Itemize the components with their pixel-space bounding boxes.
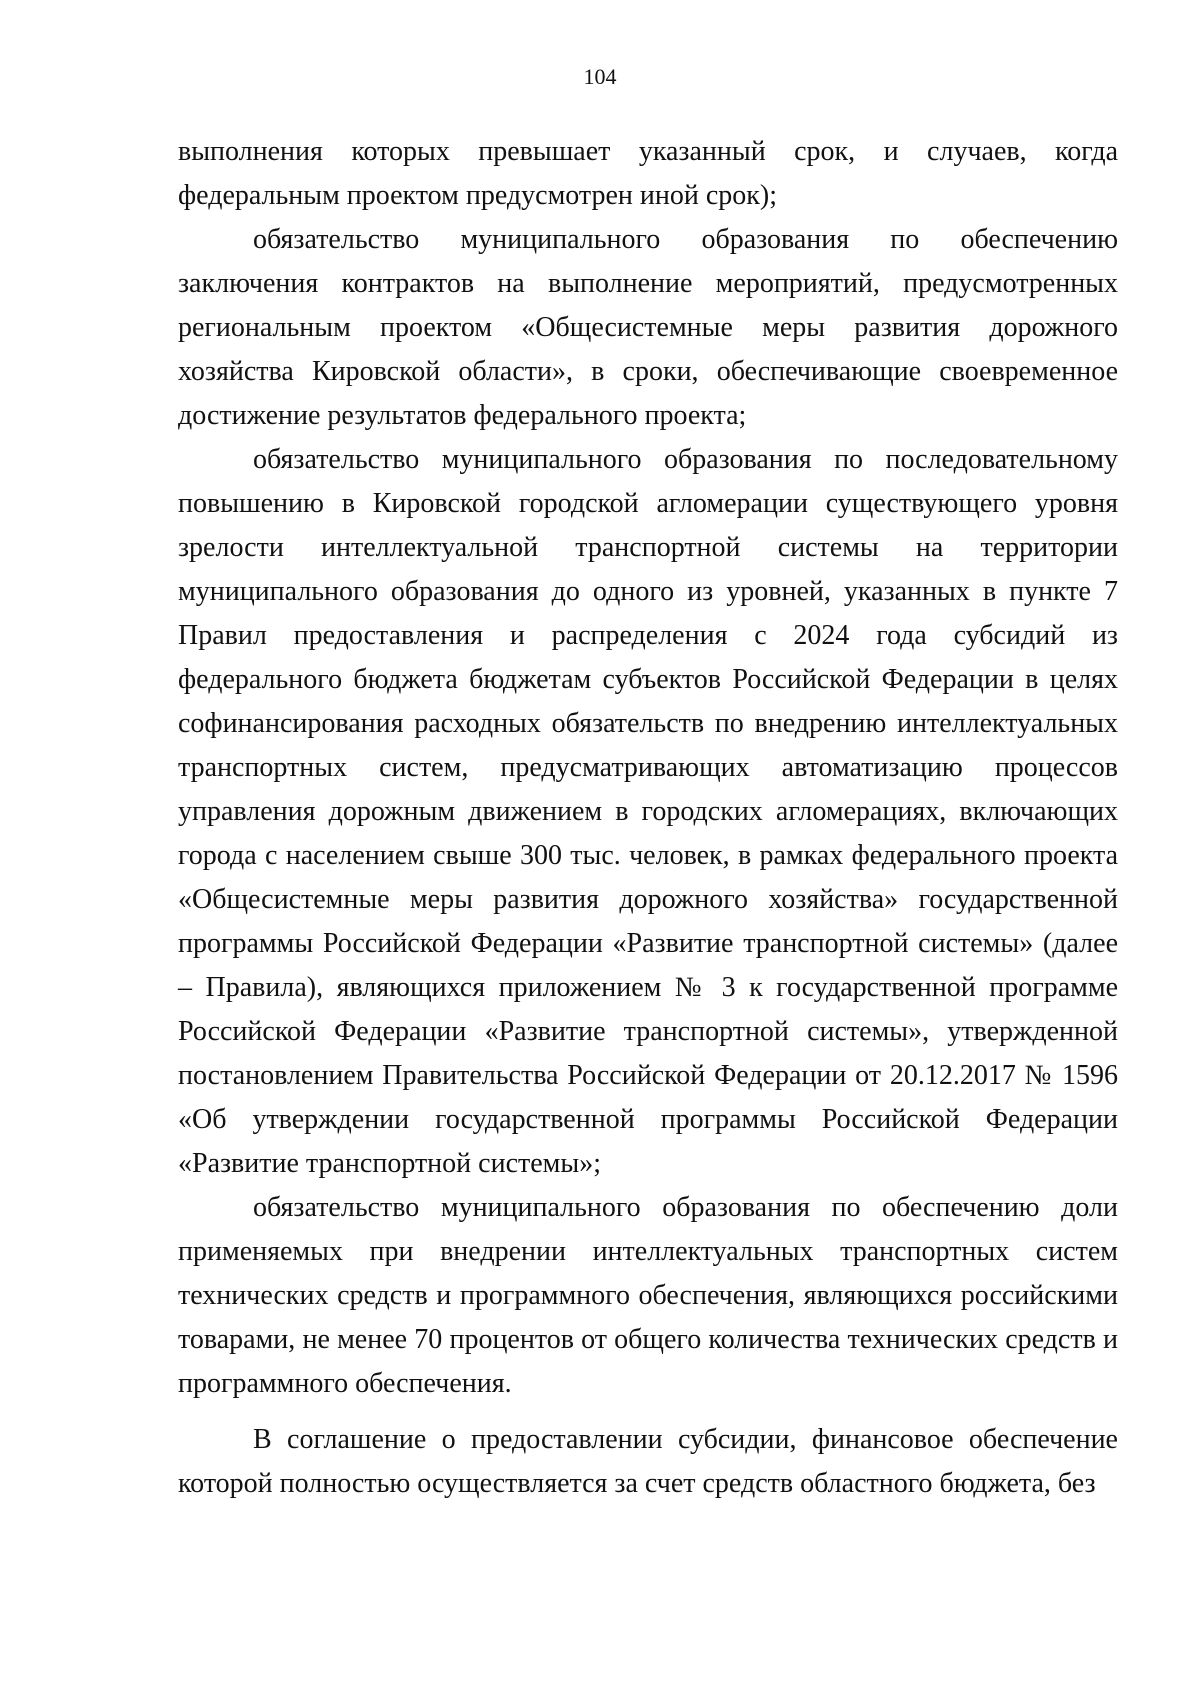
document-body (178, 130, 1118, 1506)
paragraph-subsidy-agreement: В соглашение о предоставлении субсидии, финансовое обеспечение которой полностью осуществляется за счет средств областного бюджета, без (178, 1424, 1118, 1499)
paragraph-russian-goods-obligation: обязательство муниципального образования по обеспечению доли применяемых при внедрении интеллектуальных транспортных систем технических средств и программного обеспечения, являющихся российскими товарами, не менее 70 процентов от общего количества технических средств и программного обеспечения. (178, 1192, 1118, 1399)
paragraph-its-maturity-obligation: обязательство муниципального образования по последовательному повышению в Кировской городской агломерации существующего уровня зрелости интеллектуальной транспортной системы на территории муниципального образования до одного из уровней, указанных в пункте 7 Правил предоставления и распределения с 2024 года субсидий из федерального бюджета бюджетам субъектов Российской Федерации в целях софинансирования расходных обязательств по внедрению интеллектуальных транспортных систем, предусматривающих автоматизацию процессов управления дорожным движением в городских агломерациях, включающих города с населением свыше 300 тыс. человек, в рамках федерального проекта «Общесистемные меры развития дорожного хозяйства» государственной программы Российской Федерации «Развитие транспортной системы» (далее – Правила), являющихся приложением № 3 к государственной программе Российской Федерации «Развитие транспортной системы», утвержденной постановлением Правительства Российской Федерации от 20.12.2017 № 1596 «Об утверждении государственной программы Российской Федерации «Развитие транспортной системы»; (178, 444, 1118, 1179)
paragraph-contract-obligation: обязательство муниципального образования по обеспечению заключения контрактов на выполнение мероприятий, предусмотренных региональным проектом «Общесистемные меры развития дорожного хозяйства Кировской области», в сроки, обеспечивающие своевременное достижение результатов федерального проекта; (178, 224, 1118, 431)
paragraph-continuation: выполнения которых превышает указанный срок, и случаев, когда федеральным проектом предусмотрен иной срок); (178, 136, 1118, 211)
page-number: 104 (583, 64, 617, 89)
